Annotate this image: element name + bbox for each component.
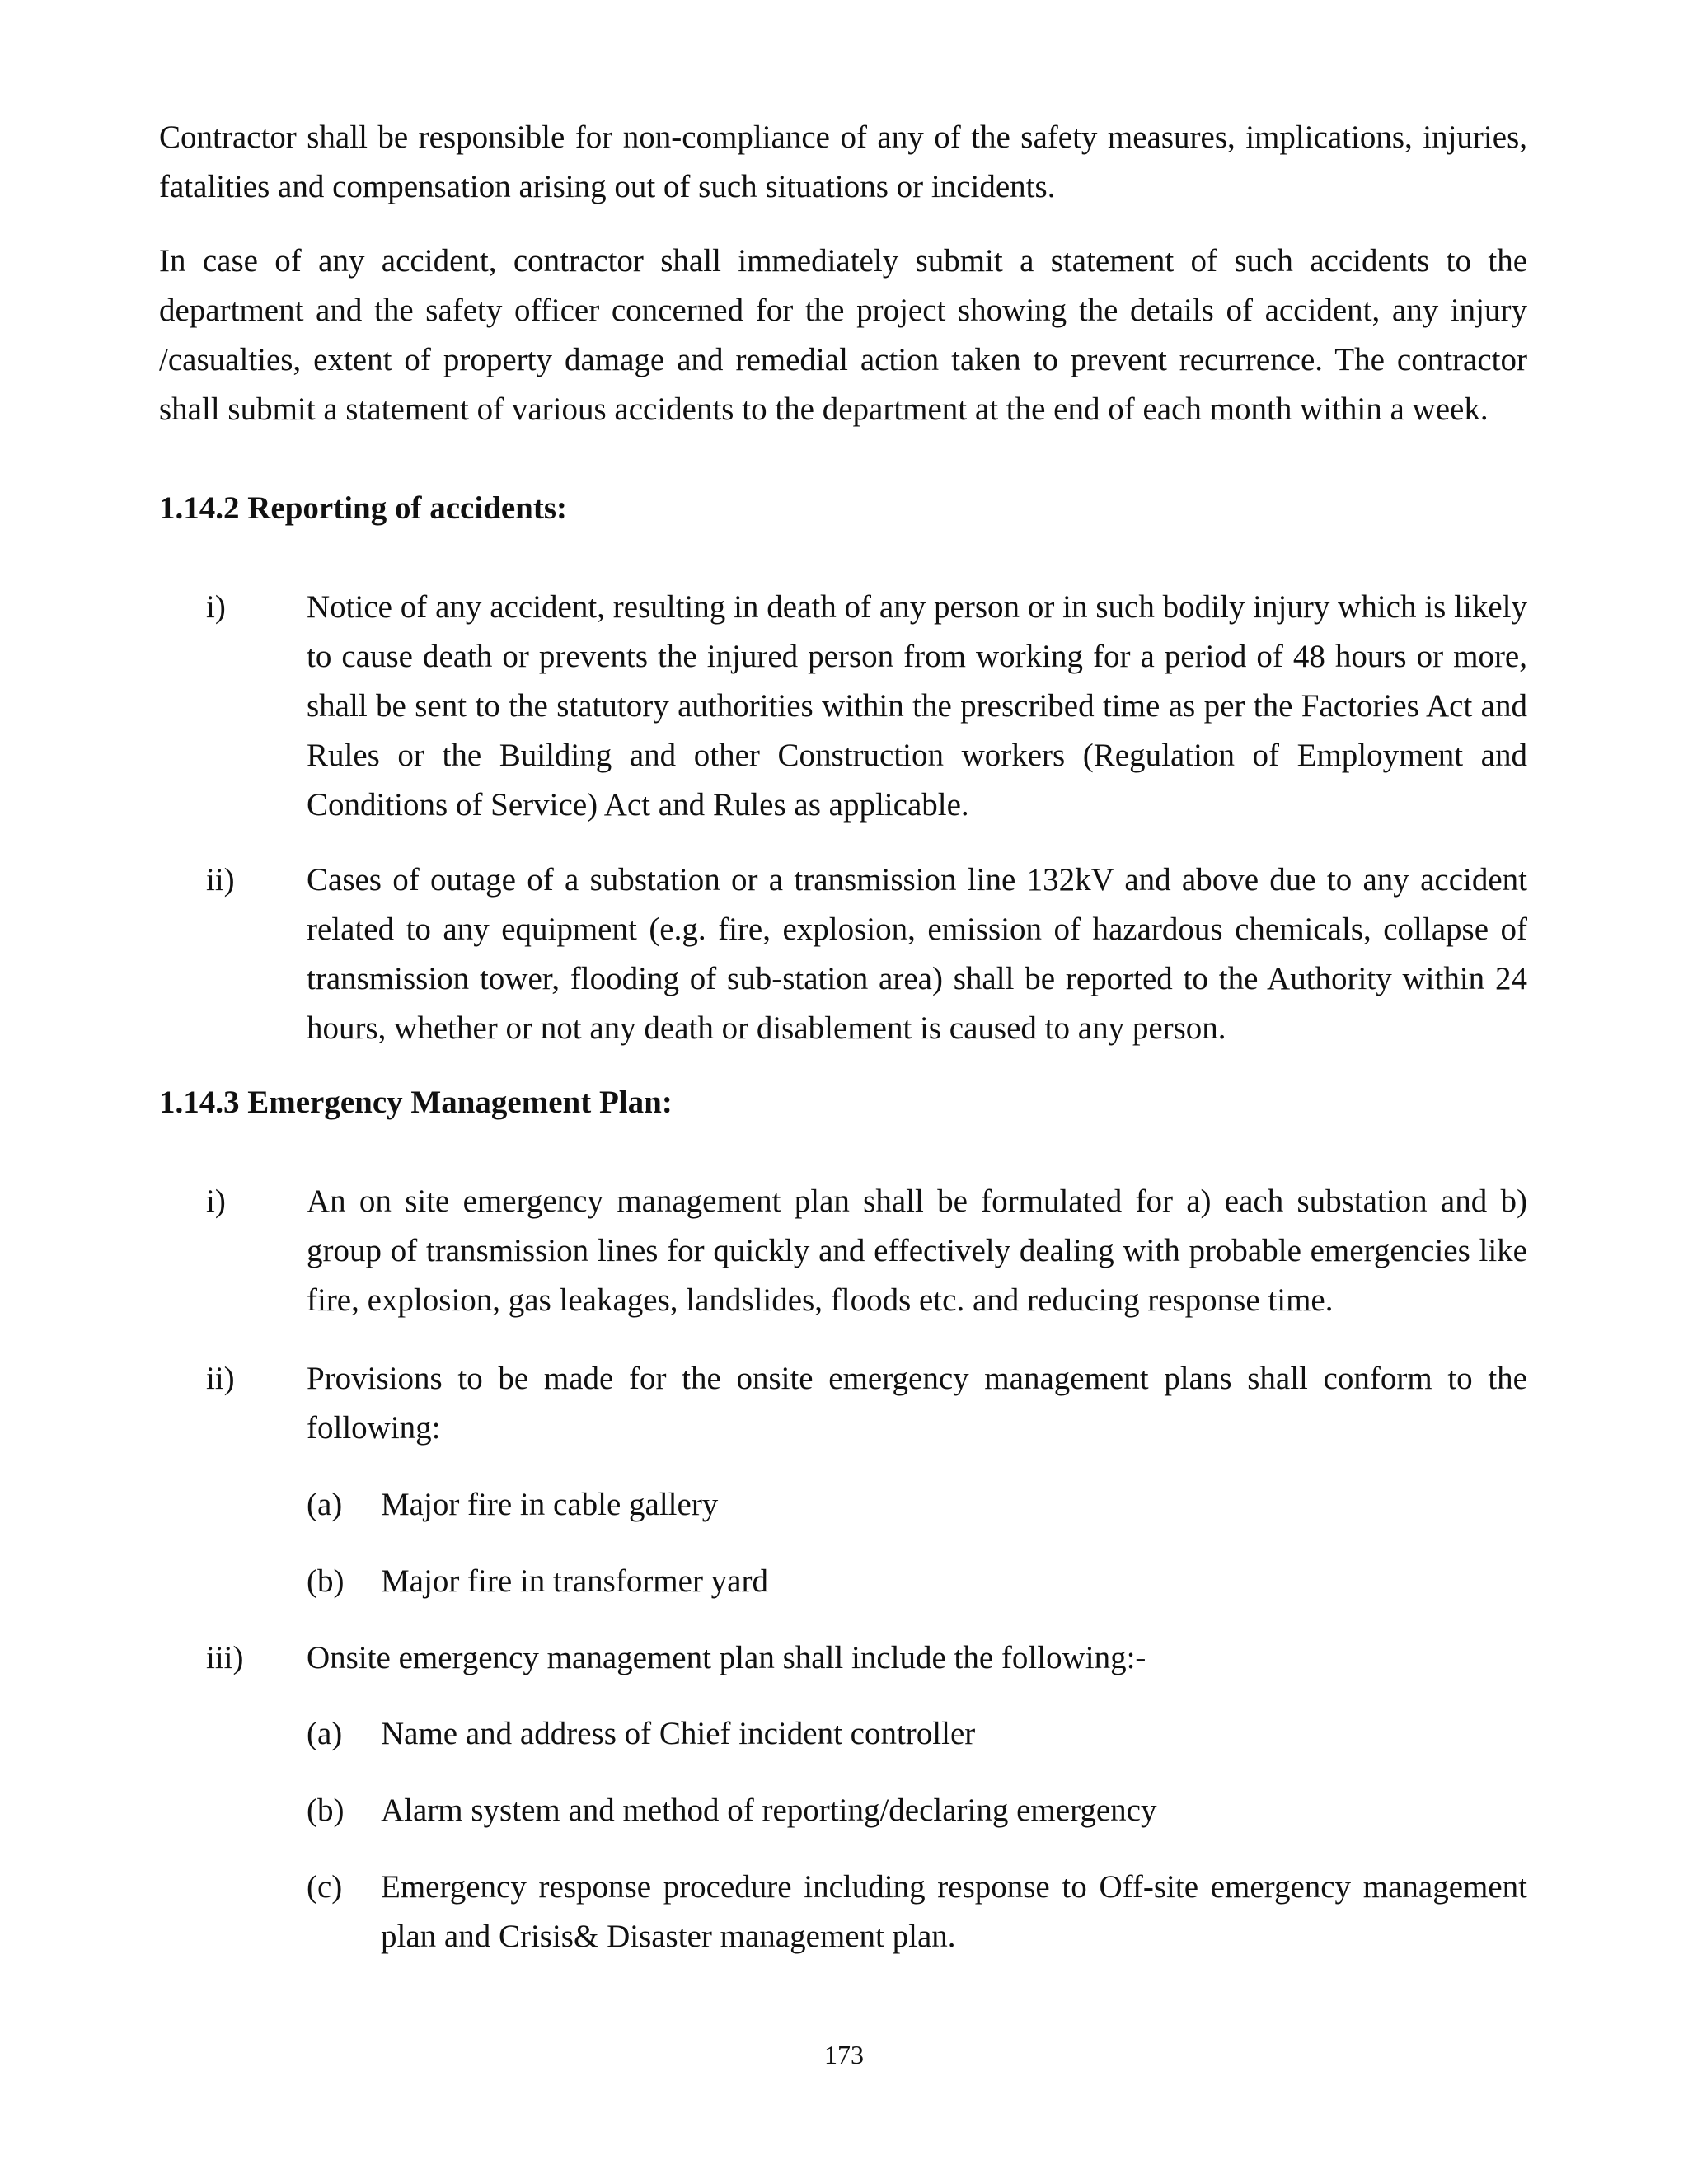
list-item-number: i) — [206, 589, 226, 625]
list-item-number: i) — [206, 1183, 226, 1219]
sub-list-letter: (b) — [307, 1793, 345, 1828]
list-item-number: iii) — [206, 1640, 244, 1675]
sub-list-letter: (b) — [307, 1563, 345, 1599]
list-item-number: ii) — [206, 1361, 235, 1396]
sub-list-text: Alarm system and method of reporting/declaring emergency — [381, 1793, 1157, 1828]
intro-paragraph-2: In case of any accident, contractor shall immediately submit a statement of such accidents to the department and the safety officer concerned for the project showing the details of accident, any injury /casualties, extent of property damage and remedial action taken to prevent recurrence. The contractor shall submit a statement of various accidents to the department at the end of each month within a week. — [159, 243, 1527, 427]
sub-list-letter: (a) — [307, 1716, 343, 1751]
intro-paragraph-1: Contractor shall be responsible for non-compliance of any of the safety measures, implications, injuries, fatalities and compensation arising out of such situations or incidents. — [159, 120, 1527, 204]
list-item-text: Provisions to be made for the onsite emergency management plans shall conform to the following: — [307, 1361, 1527, 1446]
list-item-text: An on site emergency management plan shall be formulated for a) each substation and b) group of transmission lines for quickly and effectively dealing with probable emergencies like fire, explosion, gas leakages, landslides, floods etc. and reducing response time. — [307, 1183, 1527, 1318]
sub-list-text: Major fire in transformer yard — [381, 1563, 768, 1599]
section-heading-reporting: 1.14.2 Reporting of accidents: — [159, 490, 568, 526]
sub-list-letter: (c) — [307, 1869, 343, 1905]
page-number: 173 — [824, 2040, 864, 2069]
sub-list-text: Name and address of Chief incident controller — [381, 1716, 976, 1751]
list-item-text: Onsite emergency management plan shall include the following:- — [307, 1640, 1146, 1675]
sub-list-text: Emergency response procedure including response to Off-site emergency management plan and Crisis& Disaster management plan. — [381, 1869, 1527, 1954]
list-item-number: ii) — [206, 862, 235, 898]
section-heading-emergency: 1.14.3 Emergency Management Plan: — [159, 1085, 673, 1120]
list-item-text: Notice of any accident, resulting in death of any person or in such bodily injury which is likely to cause death or prevents the injured person from working for a period of 48 hours or more, shall be sent to the statutory authorities within the prescribed time as per the Factories Act and Rules or the Building and other Construction workers (Regulation of Employment and Conditions of Service) Act and Rules as applicable. — [307, 589, 1527, 823]
list-item-text: Cases of outage of a substation or a transmission line 132kV and above due to any accident related to any equipment (e.g. fire, explosion, emission of hazardous chemicals, collapse of transmission tower, flooding of sub-station area) shall be reported to the Authority within 24 hours, whether or not any death or disablement is caused to any person. — [307, 862, 1527, 1046]
sub-list-letter: (a) — [307, 1487, 343, 1522]
sub-list-text: Major fire in cable gallery — [381, 1487, 719, 1522]
